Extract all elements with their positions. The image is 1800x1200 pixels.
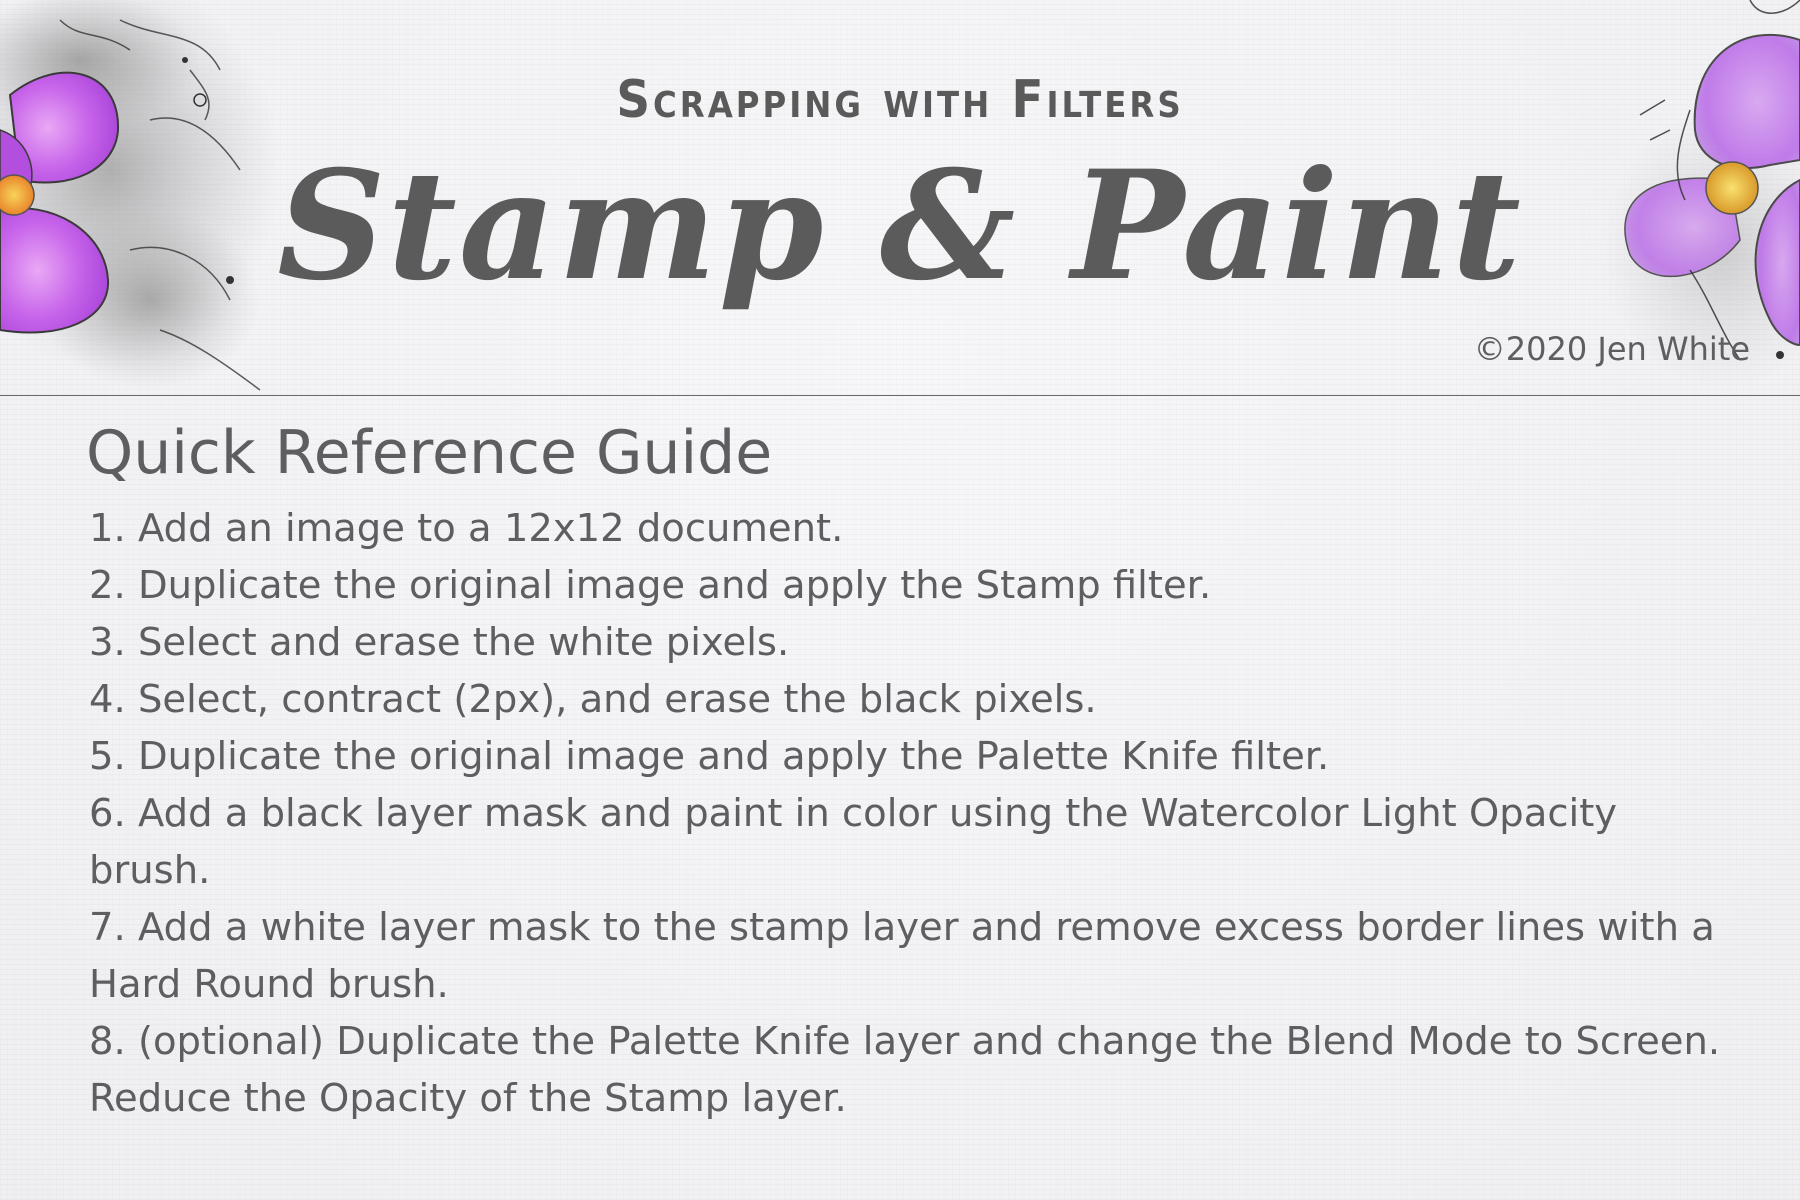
main-title: Stamp & Paint [277,138,1523,314]
step-item: 3. Select and erase the white pixels. [89,620,790,665]
guide-title: Quick Reference Guide [86,418,773,488]
copyright-notice: ©2020 Jen White [1473,330,1750,368]
step-item: 7. Add a white layer mask to the stamp layer and remove excess border lines with a Hard Round brush. [89,905,1715,1007]
steps-list [86,500,1746,1127]
header [0,0,1800,395]
step-item: 5. Duplicate the original image and apply the Palette Knife filter. [89,734,1330,779]
step-item: 4. Select, contract (2px), and erase the black pixels. [89,677,1097,722]
guide-section [86,420,1746,1127]
step-item: 1. Add an image to a 12x12 document. [89,506,844,551]
header-divider [0,395,1800,396]
series-title: Scrapping with Filters [616,70,1184,130]
step-item: 6. Add a black layer mask and paint in color using the Watercolor Light Opacity brush. [89,791,1618,893]
step-item: 8. (optional) Duplicate the Palette Knife layer and change the Blend Mode to Screen. Reduce the Opacity of the Stamp layer. [89,1019,1721,1121]
step-item: 2. Duplicate the original image and apply the Stamp filter. [89,563,1212,608]
